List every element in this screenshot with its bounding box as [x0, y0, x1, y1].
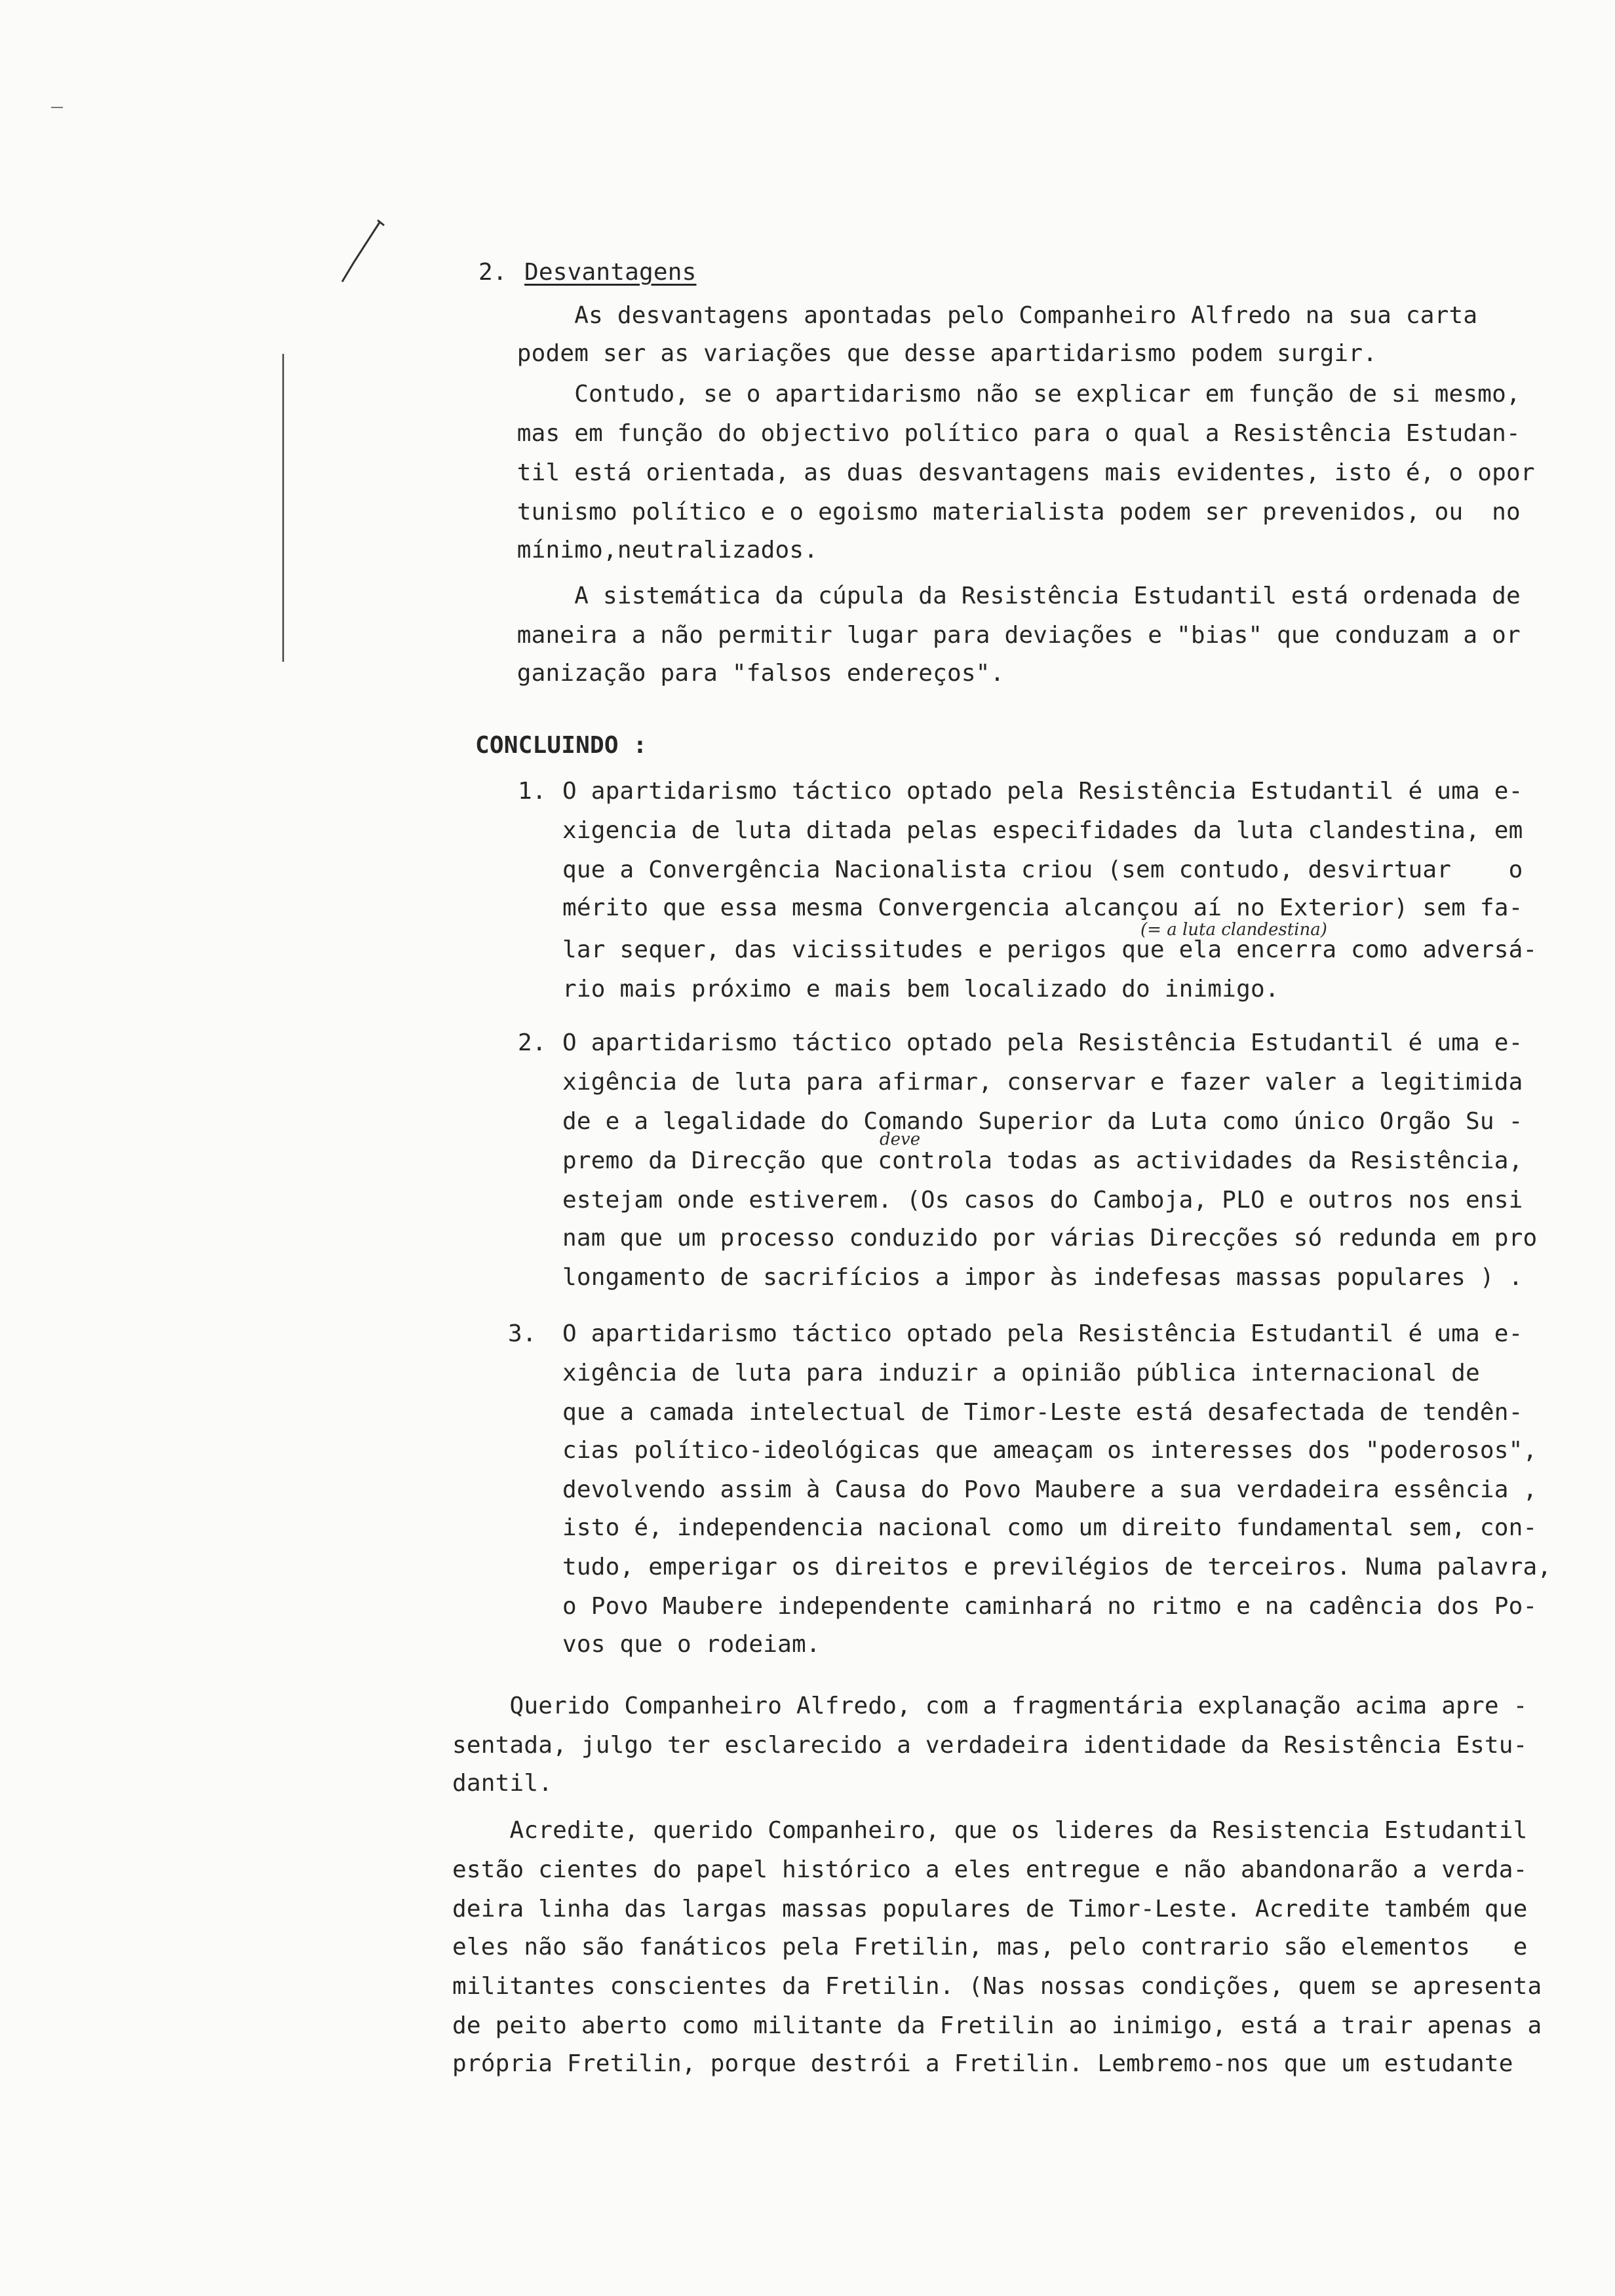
list-item-line: longamento de sacrifícios a impor às indefesas massas populares ) .	[562, 1264, 1523, 1291]
list-item-line: O apartidarismo táctico optado pela Resistência Estudantil é uma e-	[562, 1029, 1523, 1056]
section-number: 2.	[478, 259, 507, 286]
list-item-line: premo da Direcção que controla todas as actividades da Resistência,	[562, 1147, 1523, 1174]
section-title: Desvantagens	[524, 259, 697, 286]
list-item-number: 3.	[508, 1320, 537, 1347]
list-item-line: de e a legalidade do Comando Superior da Luta como único Orgão Su -	[562, 1108, 1523, 1135]
section-text-line: mínimo,neutralizados.	[488, 537, 819, 564]
list-item-line: xigência de luta para afirmar, conservar e fazer valer a legitimida	[562, 1069, 1523, 1096]
list-item-line: cias político-ideológicas que ameaçam os interesses dos "poderosos",	[562, 1437, 1538, 1464]
concluding-heading: CONCLUINDO :	[475, 732, 648, 759]
closing-text-line: sentada, julgo ter esclarecido a verdadeira identidade da Resistência Estu-	[452, 1732, 1528, 1759]
section-text-line: Contudo, se o apartidarismo não se explicar em função de si mesmo,	[488, 381, 1521, 408]
closing-text-line: Acredite, querido Companheiro, que os lideres da Resistencia Estudantil	[452, 1817, 1528, 1844]
margin-pen-mark	[328, 216, 387, 288]
list-item-line: o Povo Maubere independente caminhará no ritmo e na cadência dos Po-	[562, 1593, 1538, 1620]
section-text-line: til está orientada, as duas desvantagens mais evidentes, isto é, o opor	[488, 459, 1535, 486]
list-item-line: devolvendo assim à Causa do Povo Maubere a sua verdadeira essência ,	[562, 1476, 1538, 1503]
list-item-line: xigencia de luta ditada pelas especifidades da luta clandestina, em	[562, 817, 1523, 844]
closing-text-line: eles não são fanáticos pela Fretilin, mas, pelo contrario são elementos e	[452, 1934, 1528, 1961]
section-text-line: A sistemática da cúpula da Resistência Estudantil está ordenada de	[488, 583, 1521, 609]
list-item-line: O apartidarismo táctico optado pela Resistência Estudantil é uma e-	[562, 778, 1523, 805]
section-text-line: podem ser as variações que desse apartidarismo podem surgir.	[488, 340, 1378, 367]
section-text-line: As desvantagens apontadas pelo Companheiro Alfredo na sua carta	[488, 302, 1478, 329]
list-item-line: lar sequer, das vicissitudes e perigos que ela encerra como adversá-	[562, 936, 1538, 963]
section-text-line: maneira a não permitir lugar para deviações e "bias" que conduzam a or	[488, 622, 1521, 649]
section-text-line: mas em função do objectivo político para o qual a Resistência Estudan-	[488, 420, 1521, 447]
list-item-line: que a camada intelectual de Timor-Leste está desafectada de tendên-	[562, 1399, 1523, 1426]
list-item-line: tudo, emperigar os direitos e previlégios de terceiros. Numa palavra,	[562, 1554, 1552, 1580]
closing-text-line: deira linha das largas massas populares de Timor-Leste. Acredite também que	[452, 1896, 1528, 1923]
closing-text-line: de peito aberto como militante da Fretilin ao inimigo, está a trair apenas a	[452, 2012, 1542, 2039]
closing-text-line: militantes conscientes da Fretilin. (Nas nossas condições, quem se apresenta	[452, 1973, 1542, 2000]
closing-text-line: própria Fretilin, porque destrói a Fretilin. Lembremo-nos que um estudante	[452, 2050, 1513, 2077]
list-item-line: que a Convergência Nacionalista criou (sem contudo, desvirtuar o	[562, 856, 1523, 883]
list-item-number: 2.	[518, 1029, 547, 1056]
list-item-line: estejam onde estiverem. (Os casos do Camboja, PLO e outros nos ensi	[562, 1187, 1523, 1214]
section-text-line: ganização para "falsos endereços".	[488, 660, 1005, 687]
handwritten-insertion: deve	[880, 1130, 921, 1149]
list-item-line: mérito que essa mesma Convergencia alcançou aí no Exterior) sem fa-	[562, 894, 1523, 921]
margin-vertical-line	[281, 354, 286, 662]
section-text-line: tunismo político e o egoismo materialista podem ser prevenidos, ou no	[488, 499, 1521, 526]
closing-text-line: estão cientes do papel histórico a eles entregue e não abandonarão a verda-	[452, 1856, 1528, 1883]
list-item-line: rio mais próximo e mais bem localizado do inimigo.	[562, 976, 1279, 1003]
closing-text-line: dantil.	[452, 1770, 553, 1797]
list-item-line: nam que um processo conduzido por várias Direcções só redunda em pro	[562, 1225, 1538, 1252]
list-item-line: xigência de luta para induzir a opinião pública internacional de	[562, 1360, 1480, 1387]
margin-dash	[51, 105, 71, 110]
list-item-line: vos que o rodeiam.	[562, 1631, 821, 1658]
list-item-line: isto é, independencia nacional como um direito fundamental sem, con-	[562, 1514, 1538, 1541]
list-item-number: 1.	[518, 778, 547, 805]
handwritten-insertion: (= a luta clandestina)	[1140, 920, 1327, 940]
closing-text-line: Querido Companheiro Alfredo, com a fragmentária explanação acima apre -	[452, 1693, 1528, 1719]
list-item-line: O apartidarismo táctico optado pela Resistência Estudantil é uma e-	[562, 1320, 1523, 1347]
